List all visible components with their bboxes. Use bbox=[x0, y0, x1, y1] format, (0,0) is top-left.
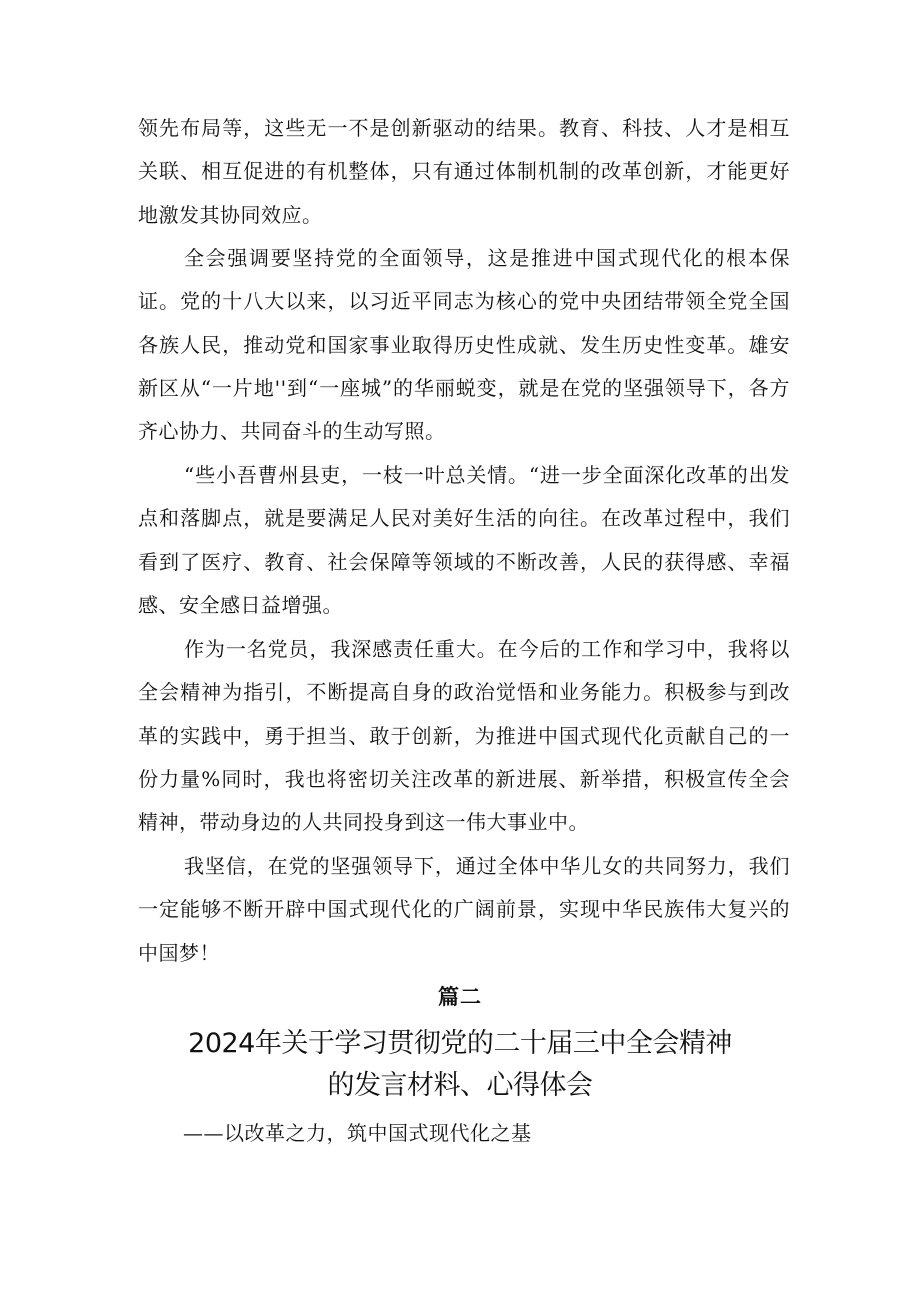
body-paragraph-3: “些小吾曹州县吏，一枝一叶总关情。“进一步全面深化改革的出发点和落脚点，就是要满足人民对美好生活的向往。在改革过程中，我们看到了医疗、教育、社会保障等领域的不断改善，人民的获得感、幸福感、安全感日益增强。 bbox=[138, 463, 790, 617]
section-label: 篇二 bbox=[438, 985, 482, 1009]
body-paragraph-1: 领先布局等，这些无一不是创新驱动的结果。教育、科技、人才是相互关联、相互促进的有机整体，只有通过体制机制的改革创新，才能更好地激发其协同效应。 bbox=[138, 116, 790, 227]
document-subtitle: ——以改革之力，筑中国式现代化之基 bbox=[183, 1121, 532, 1145]
document-title-line-2: 的发言材料、心得体会 bbox=[327, 1070, 593, 1101]
body-paragraph-4: 作为一名党员，我深感责任重大。在今后的工作和学习中，我将以全会精神为指引，不断提高自身的政治觉悟和业务能力。积极参与到改革的实践中，勇于担当、敢于创新，为推进中国式现代化贡献自己的一份力量%同时，我也将密切关注改革的新进展、新举措，积极宣传全会精神，带动身边的人共同投身到这一伟大事业中。 bbox=[138, 637, 790, 835]
body-paragraph-5: 我坚信，在党的坚强领导下，通过全体中华儿女的共同努力，我们一定能够不断开辟中国式现代化的广阔前景，实现中华民族伟大复兴的中国梦！ bbox=[138, 854, 790, 965]
document-title bbox=[0, 1023, 920, 1107]
body-paragraph-2: 全会强调要坚持党的全面领导，这是推进中国式现代化的根本保证。党的十八大以来，以习近平同志为核心的党中央团结带领全党全国各族人民，推动党和国家事业取得历史性成就、发生历史性变革。雄安新区从“一片地''到“一座城”的华丽蜕变，就是在党的坚强领导下，各方齐心协力、共同奋斗的生动写照。 bbox=[138, 246, 790, 444]
document-title-line-1: 2024年关于学习贯彻党的二十届三中全会精神 bbox=[188, 1028, 732, 1059]
